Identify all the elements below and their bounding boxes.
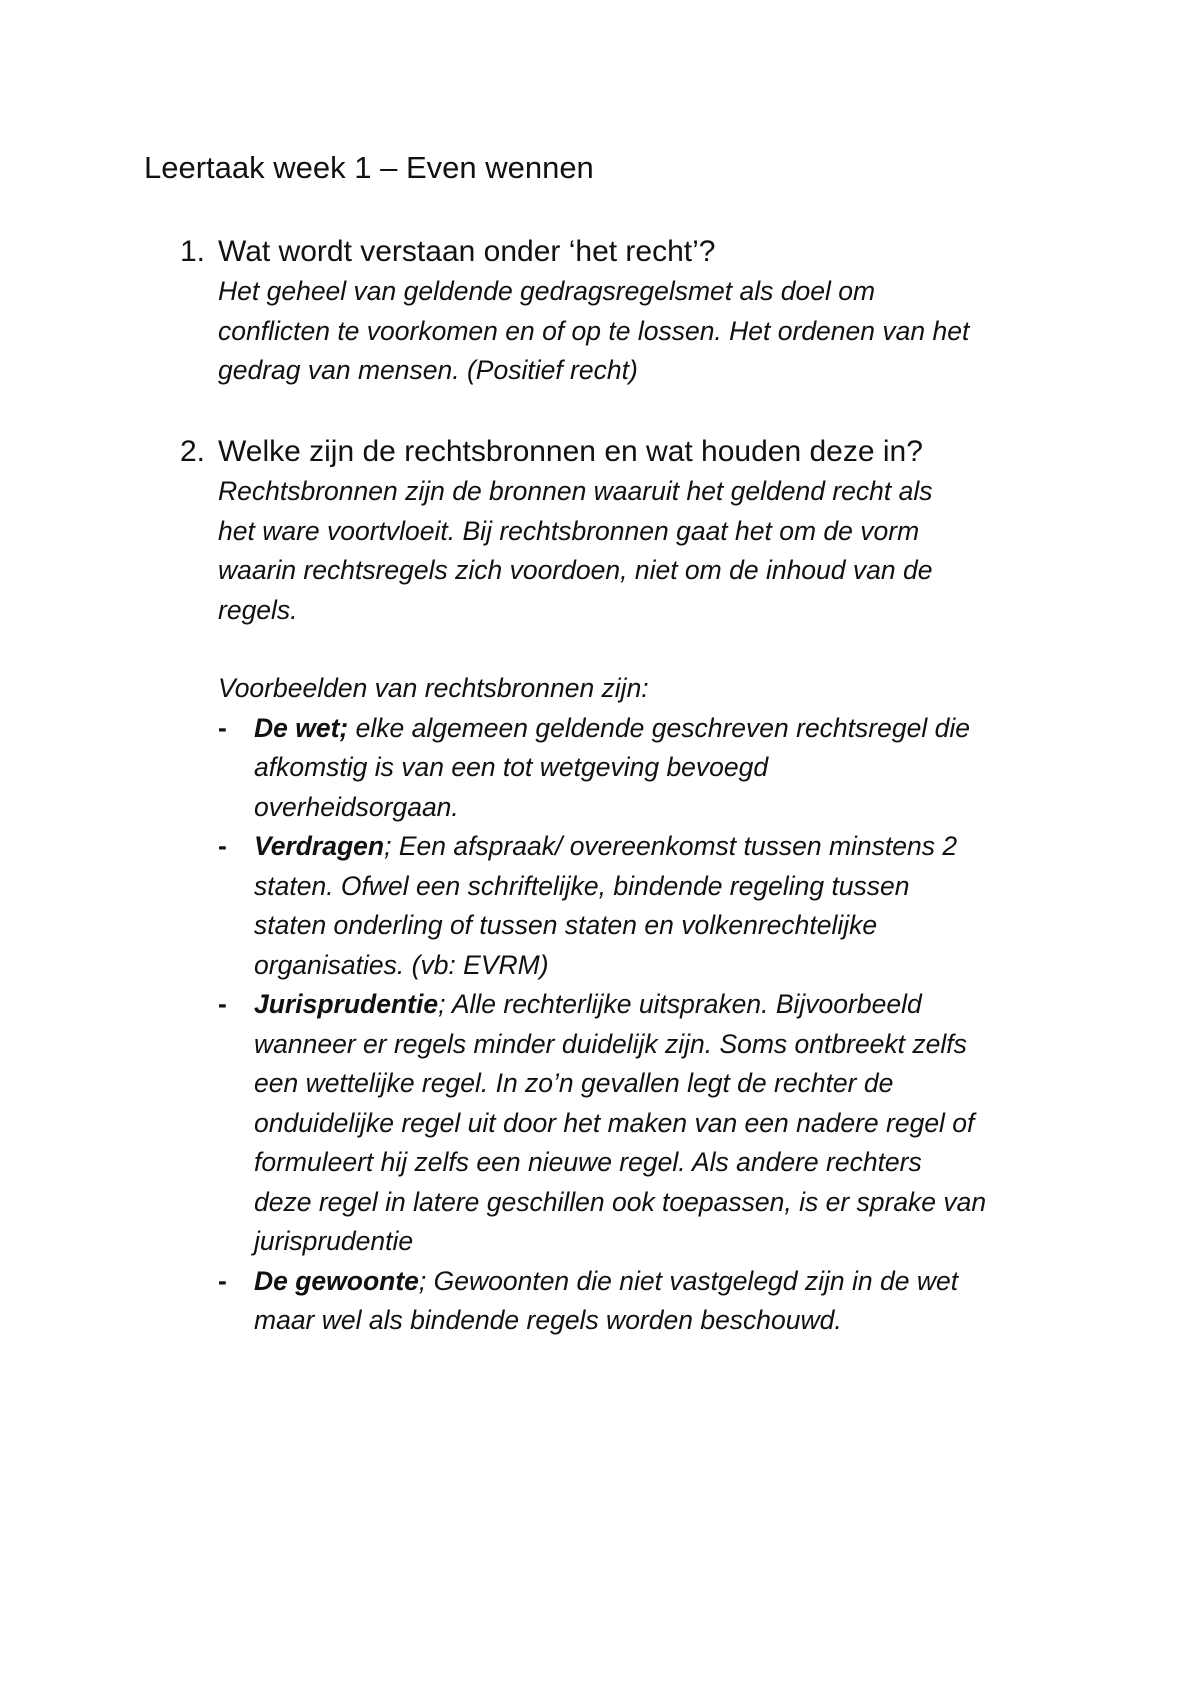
answer-line: regels. [218,594,298,625]
answer-line: conflicten te voorkomen en of op te lossen. Het ordenen van het [218,315,970,346]
examples-intro: Voorbeelden van rechtsbronnen zijn: [218,673,649,703]
question-1-heading [180,232,1080,272]
example-line: elke algemeen geldende geschreven rechtsregel die [348,712,970,743]
example-term: Jurisprudentie [254,989,439,1019]
example-line: wanneer er regels minder duidelijk zijn. Soms ontbreekt zelfs [254,1028,967,1059]
question-2-answer [218,472,1078,630]
bullet-dash: - [218,831,227,861]
example-line: ; Alle rechterlijke uitspraken. Bijvoorbeeld [438,989,922,1019]
example-item-de-gewoonte [180,1262,1054,1341]
answer-line: waarin rechtsregels zich voordoen, niet om de inhoud van de [218,555,933,585]
answer-line: Rechtsbronnen zijn de bronnen waaruit het geldend recht als [218,476,933,506]
example-item-jurisprudentie [180,985,1054,1262]
bullet-dash: - [218,989,227,1019]
question-2 [180,432,1080,1341]
question-2-text: Welke zijn de rechtsbronnen en wat houden deze in? [218,435,923,468]
question-1-number: 1. [180,235,206,268]
question-2-heading [180,432,1080,472]
example-line: onduidelijke regel uit door het maken van een nadere regel of [254,1107,975,1138]
answer-line: Het geheel van geldende gedragsregelsmet als doel om [218,276,876,306]
example-term: Verdragen [254,831,385,861]
answer-line: het ware voortvloeit. Bij rechtsbronnen gaat het om de vorm [218,515,920,546]
examples-list [180,709,1080,1341]
question-1-answer [218,272,1078,391]
example-item-verdragen [180,827,1054,985]
question-1-text: Wat wordt verstaan onder ‘het recht’? [218,235,716,268]
example-line: staten. Ofwel een schriftelijke, bindende regeling tussen [254,870,910,901]
example-line: ; Gewoonten die niet vastgelegd zijn in de wet [418,1265,959,1296]
example-term: De wet; [254,712,349,743]
example-line: jurisprudentie [254,1226,414,1256]
bullet-dash: - [218,712,227,743]
question-1 [180,232,1080,391]
example-line: formuleert hij zelfs een nieuwe regel. Als andere rechters [254,1147,922,1177]
example-line: deze regel in latere geschillen ook toepassen, is er sprake van [254,1186,987,1217]
example-line: organisaties. (vb: EVRM) [254,949,549,980]
example-line: ; Een afspraak/ overeenkomst tussen minstens 2 [384,831,958,861]
example-line: maar wel als bindende regels worden beschouwd. [254,1305,842,1335]
question-2-number: 2. [180,435,206,468]
answer-line: gedrag van mensen. (Positief recht) [218,355,638,385]
example-line: een wettelijke regel. In zo’n gevallen legt de rechter de [254,1068,894,1098]
example-line: overheidsorgaan. [254,791,459,822]
example-item-de-wet [180,709,1054,828]
example-line: staten onderling of tussen staten en volkenrechtelijke [254,910,878,940]
example-term: De gewoonte [254,1265,419,1296]
example-line: afkomstig is van een tot wetgeving bevoegd [254,752,769,782]
bullet-dash: - [218,1265,227,1296]
document-title: Leertaak week 1 – Even wennen [144,150,594,185]
